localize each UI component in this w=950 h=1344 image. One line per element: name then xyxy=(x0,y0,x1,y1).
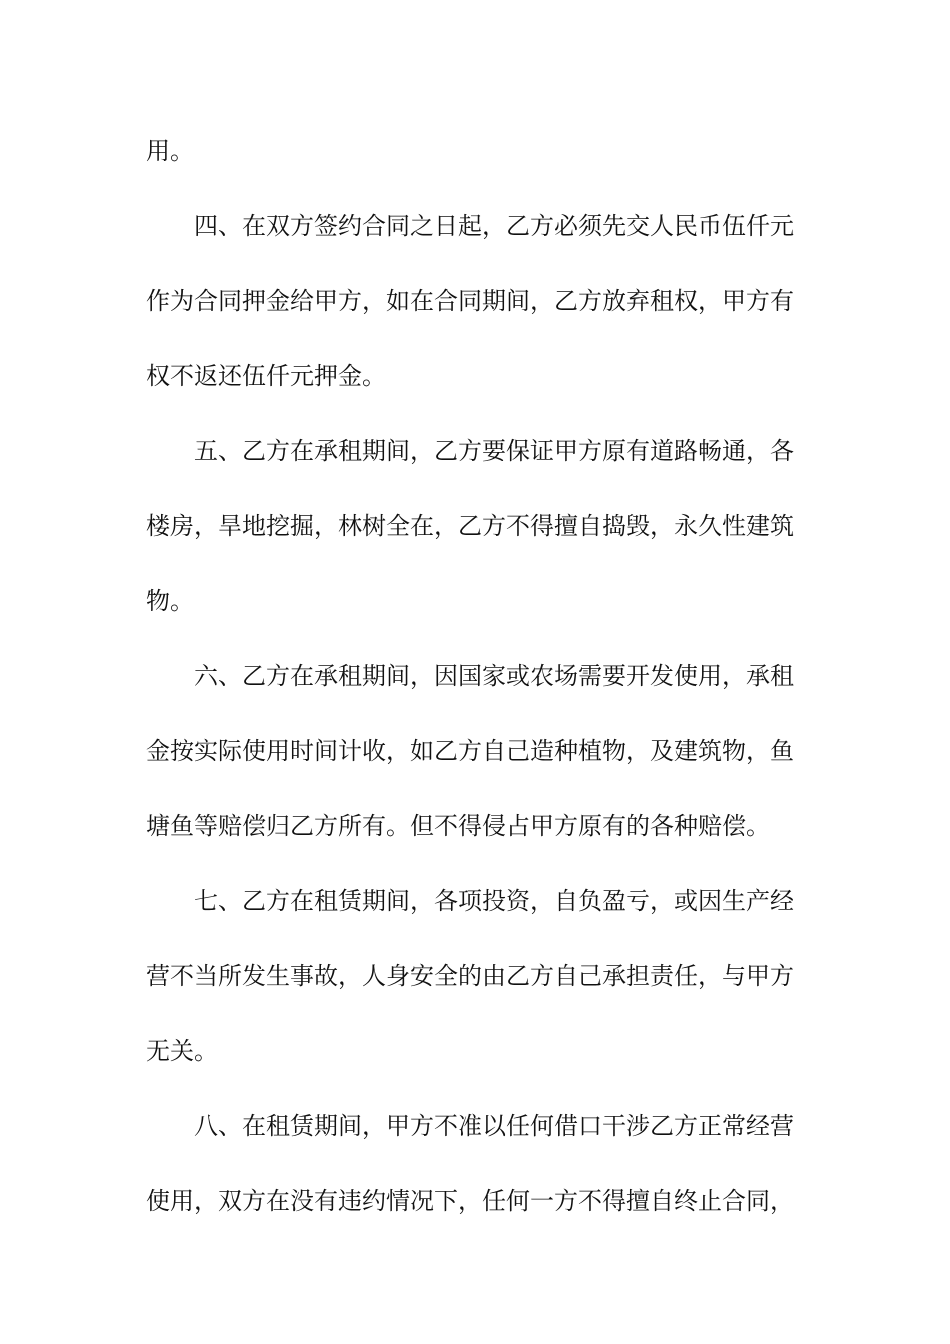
text-line: 楼房，旱地挖掘，林树全在，乙方不得擅自捣毁，永久性建筑 xyxy=(146,512,794,540)
text-line: 物。 xyxy=(146,587,194,615)
text-line: 七、乙方在租赁期间，各项投资，自负盈亏，或因生产经 xyxy=(194,887,794,915)
text-line: 无关。 xyxy=(146,1037,218,1065)
text-line: 作为合同押金给甲方，如在合同期间，乙方放弃租权，甲方有 xyxy=(146,287,794,315)
text-line: 塘鱼等赔偿归乙方所有。但不得侵占甲方原有的各种赔偿。 xyxy=(146,812,770,840)
text-line: 营不当所发生事故，人身安全的由乙方自己承担责任，与甲方 xyxy=(146,962,794,990)
text-line: 四、在双方签约合同之日起，乙方必须先交人民币伍仟元 xyxy=(194,212,794,240)
text-line: 使用，双方在没有违约情况下，任何一方不得擅自终止合同， xyxy=(146,1187,794,1215)
text-line: 五、乙方在承租期间，乙方要保证甲方原有道路畅通，各 xyxy=(194,437,794,465)
text-line: 六、乙方在承租期间，因国家或农场需要开发使用，承租 xyxy=(194,662,794,690)
text-line: 金按实际使用时间计收，如乙方自己造种植物，及建筑物，鱼 xyxy=(146,737,794,765)
text-line: 八、在租赁期间，甲方不准以任何借口干涉乙方正常经营 xyxy=(194,1112,794,1140)
text-line: 权不返还伍仟元押金。 xyxy=(146,362,386,390)
text-line: 用。 xyxy=(146,137,194,165)
